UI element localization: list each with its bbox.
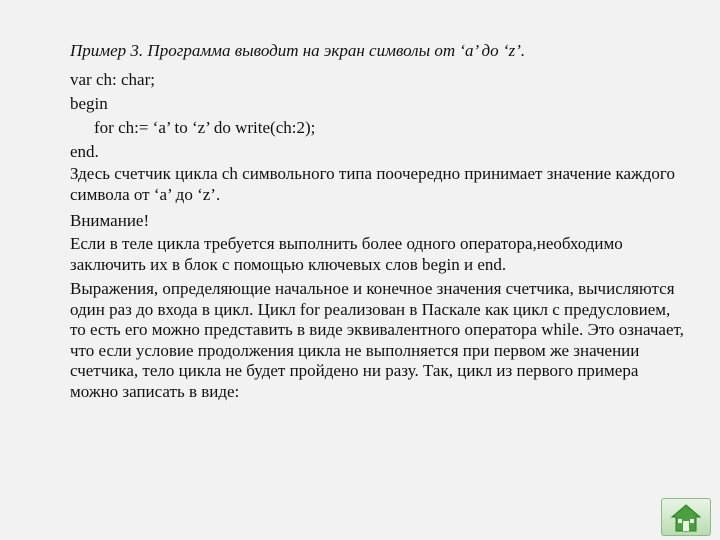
code-line-for: for ch:= ‘a’ to ‘z’ do write(ch:2);: [94, 118, 316, 137]
slide-title: Пример 3. Программа выводит на экран символы от ‘a’ до ‘z’.: [70, 41, 526, 60]
paragraph-for-while-equivalence: Выражения, определяющие начальное и конечное значения счетчика, вычисляются один раз до входа в цикл. Цикл for реализован в Паскале как цикл с предусловием, то есть его можно представить в виде эквивалентного оператора while. Это означает, что если условие продолжения цикла не выполняется при первом же значении счетчика, тело цикла не будет пройдено ни разу. Так, цикл из первого примера можно записать в виде:: [70, 279, 684, 401]
code-line-var: var ch: char;: [70, 70, 155, 89]
paragraph-counter-explanation: Здесь счетчик цикла ch символьного типа поочередно принимает значение каждого символа от ‘a’ до ‘z’.: [70, 164, 675, 204]
attention-label: Внимание!: [70, 211, 150, 230]
paragraph-begin-end-block: Если в теле цикла требуется выполнить более одного оператора,необходимо заключить их в блок с помощью ключевых слов begin и end.: [70, 234, 623, 274]
home-button[interactable]: [661, 498, 711, 536]
code-line-begin: begin: [70, 94, 108, 113]
home-icon: [670, 503, 702, 533]
slide-content: [70, 40, 690, 406]
code-line-end: end.: [70, 142, 99, 161]
